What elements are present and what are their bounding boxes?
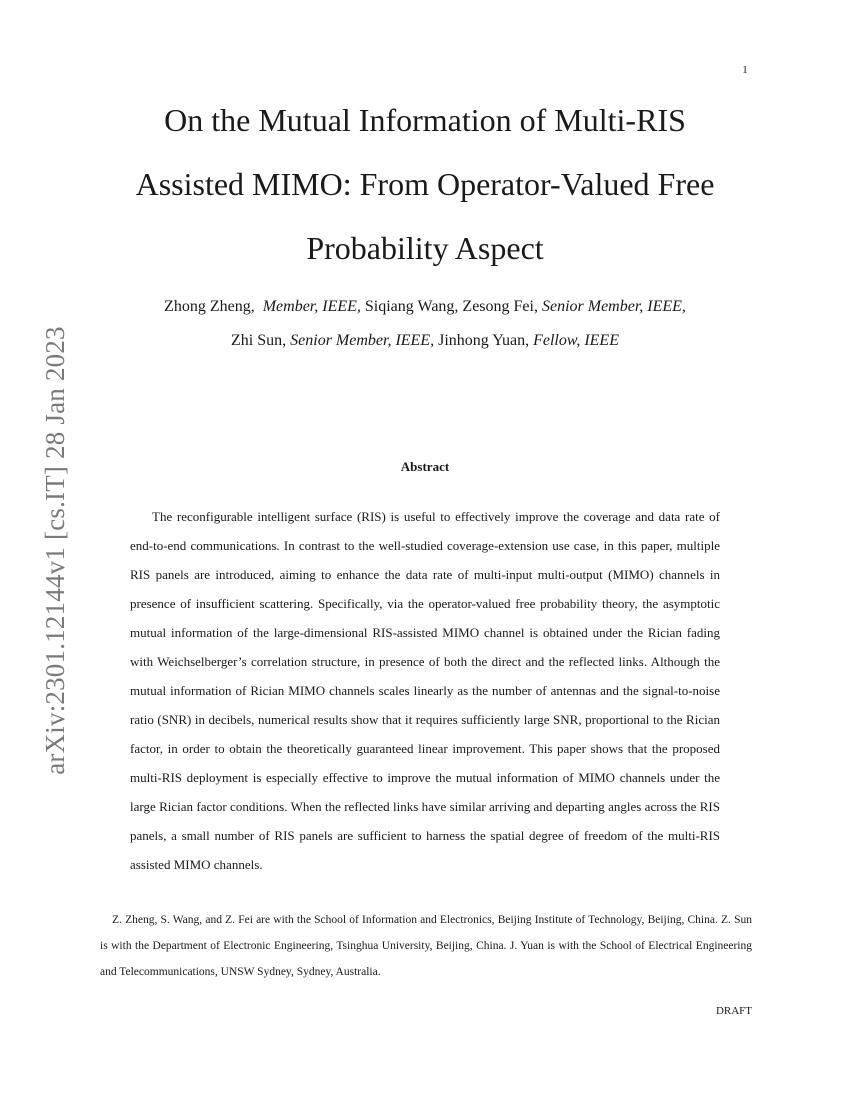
arxiv-identifier-stamp — [35, 310, 75, 790]
author-name: Siqiang Wang, — [364, 298, 459, 315]
title-line: On the Mutual Information of Multi-RIS — [164, 102, 686, 138]
author-name: Zesong Fei, — [462, 298, 538, 315]
paper-title — [80, 88, 770, 280]
author-line — [80, 290, 770, 324]
abstract-body: The reconfigurable intelligent surface (RIS) is useful to effectively improve the coverage and data rate of end-to-end communications. In contrast to the well-studied coverage-extension use case, in this paper, multiple RIS panels are introduced, aiming to enhance the data rate of multi-input multi-output (MIMO) channels in presence of insufficient scattering. Specifically, via the operator-valued free probability theory, the asymptotic mutual information of the large-dimensional RIS-assisted MIMO channel is obtained under the Rician fading with Weichselberger’s correlation structure, in presence of both the direct and the reflected links. Although the mutual information of Rician MIMO channels scales linearly as the number of antennas and the signal-to-noise ratio (SNR) in decibels, numerical results show that it requires sufficiently large SNR, proportional to the Rician factor, in order to obtain the theoretically guaranteed linear improvement. This paper shows that the proposed multi-RIS deployment is especially effective to improve the mutual information of MIMO channels under the large Rician factor conditions. When the reflected links have similar arriving and departing angles across the RIS panels, a small number of RIS panels are sufficient to harness the spatial degree of freedom of the multi-RIS assisted MIMO channels. — [130, 509, 720, 872]
author-role: Fellow, IEEE — [533, 332, 619, 349]
author-line — [80, 324, 770, 358]
affiliation-footnote: Z. Zheng, S. Wang, and Z. Fei are with the School of Information and Electronics, Beijing Institute of Technology, Beijing, China. Z. Sun is with the Department of Electronic Engineering, Tsinghua University, Beijing, China. J. Yuan is with the School of Electrical Engineering and Telecommunications, UNSW Sydney, Sydney, Australia. — [100, 914, 752, 978]
title-line: Assisted MIMO: From Operator-Valued Free — [135, 166, 715, 202]
author-name: Zhong Zheng, — [164, 298, 255, 315]
author-name: Zhi Sun, — [231, 332, 287, 349]
author-list — [80, 290, 770, 358]
author-role: Member, IEEE, — [262, 298, 361, 315]
draft-label: DRAFT — [715, 1005, 752, 1017]
author-name: Jinhong Yuan, — [438, 332, 530, 349]
author-role: Senior Member, IEEE, — [290, 332, 435, 349]
abstract-heading: Abstract — [400, 459, 450, 474]
arxiv-identifier-text: arXiv:2301.12144v1 [cs.IT] 28 Jan 2023 — [39, 325, 70, 775]
author-role: Senior Member, IEEE, — [541, 298, 686, 315]
page-number: 1 — [742, 64, 748, 76]
title-line: Probability Aspect — [306, 230, 544, 266]
